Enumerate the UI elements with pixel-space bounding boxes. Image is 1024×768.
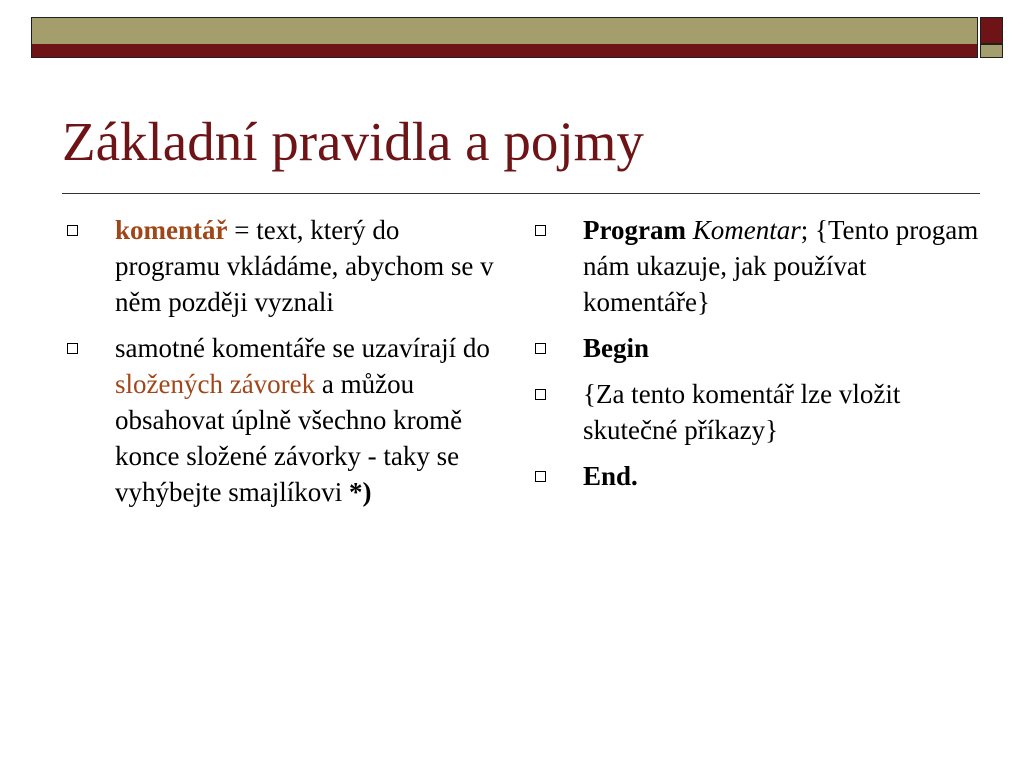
square-bullet-icon (67, 225, 78, 236)
program-name: Komentar (692, 215, 801, 245)
code-comment: {Tento progam nám ukazuje, jak používat komentáře} (583, 215, 979, 317)
square-bullet-icon (535, 225, 546, 236)
list-item (532, 330, 982, 366)
square-bullet-icon (535, 343, 546, 354)
highlight-braces: složených závorek (115, 369, 316, 399)
title-divider (62, 193, 980, 194)
semicolon: ; (800, 215, 809, 245)
left-column (64, 212, 504, 520)
keyword-end: End. (583, 461, 638, 491)
item-text: samotné komentáře se uzavírají do (115, 333, 490, 363)
smiley-text: *) (348, 477, 372, 507)
list-item (532, 458, 982, 494)
right-column (532, 212, 982, 504)
term-comment: komentář (115, 215, 228, 245)
list-item (64, 330, 504, 510)
header-bar-red (31, 44, 978, 58)
header-bar-olive (31, 17, 978, 44)
keyword-begin: Begin (583, 333, 650, 363)
square-bullet-icon (67, 343, 78, 354)
list-item (64, 212, 504, 320)
list-item (532, 212, 982, 320)
corner-square-red (980, 17, 1003, 44)
corner-square-olive (980, 44, 1003, 58)
code-comment: {Za tento komentář lze vložit skutečné příkazy} (583, 379, 901, 445)
square-bullet-icon (535, 389, 546, 400)
item-text: = text, který do programu vkládáme, abychom se v něm později vyznali (115, 215, 494, 317)
item-text: a můžou obsahovat úplně všechno kromě konce složené závorky - taky se vyhýbejte smajlíkovi (115, 369, 463, 507)
square-bullet-icon (535, 471, 546, 482)
list-item (532, 376, 982, 448)
keyword-program: Program (583, 215, 686, 245)
slide-title: Základní pravidla a pojmy (62, 111, 644, 172)
